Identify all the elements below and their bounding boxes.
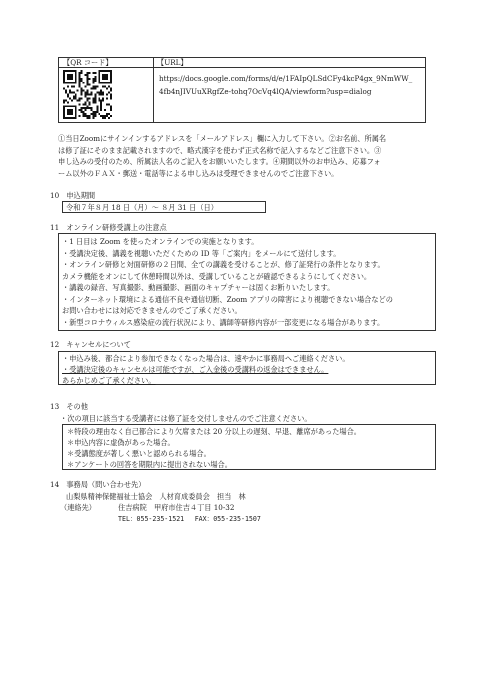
notes-line: ①当日Zoomにサインインするアドレスを「メールアドレス」欄に入力して下さい。②お名前、所属名 [58, 134, 387, 143]
list-item: あらかじめご了承ください。 [62, 376, 156, 385]
form-url-line[interactable]: 4fb4nJIVUuXRgfZe-tohq7OcVq4lQA/viewform?usp=dialog [159, 87, 372, 96]
notes-line: 申し込みの受付のため、所属法人名のご記入をお願いいたします。④期間以外のお申込み、応募フォ [58, 157, 381, 166]
list-item: ＊申込内容に虚偽があった場合。 [67, 438, 175, 447]
list-item: ・講義の録音、写真撮影、動画撮影、画面のキャプチャーは固くお断りいたします。 [62, 283, 335, 292]
other-intro: ・次の項目に該当する受講者には修了証を交付しませんのでご注意ください。 [60, 414, 312, 423]
list-item: ・インターネット環境による通信不良や通信切断、Zoom アプリの障害により視聴できない場合などの [62, 294, 393, 304]
list-item: ＊受講態度が著しく悪いと認められる場合。 [67, 449, 211, 458]
application-period-box [62, 201, 266, 213]
qr-code-image[interactable] [63, 70, 112, 119]
url-header: 【URL】 [157, 58, 188, 67]
form-url-line[interactable]: https://docs.google.com/forms/d/e/1FAIpQLSdCFy4kcP4gx_9NmWW_ [159, 74, 413, 83]
online-notes-box [58, 233, 436, 331]
qr-header: 【QR コード】 [63, 58, 113, 67]
tel-fax: TEL：055-235-1521 FAX：055-235-1507 [118, 515, 261, 523]
qr-url-table [58, 57, 426, 123]
certificate-conditions-list [67, 426, 361, 470]
organization-name: 山梨県精神保健福祉士協会 人材育成委員会 担当 林 [66, 492, 246, 501]
list-item: ・オンライン研修と対面研修の２日間、全ての講義を受けることが、修了証発行の条件となります。 [62, 260, 385, 269]
contact-label: （連絡先） [60, 503, 96, 512]
list-item: ・1 日目は Zoom を使ったオンラインでの実施となります。 [62, 237, 259, 246]
notes-line: ーム以外のＦＡＸ・郵送・電話等による申し込みは受理できませんのでご注意下さい。 [58, 168, 339, 178]
section-10-heading: 10 申込期間 [50, 191, 96, 200]
list-item: ・受講決定後、講義を視聴いただくための ID 等「ご案内」をメールにて送付します。 [62, 248, 341, 258]
table-divider [59, 67, 425, 68]
notes-paragraph [58, 133, 386, 179]
application-period: 令和７年８月 18 日（月）～ ８月 31 日（日） [66, 203, 218, 212]
section-14-heading: 14 事務局（問い合わせ先） [50, 480, 146, 489]
section-13-heading: 13 その他 [50, 402, 88, 411]
cancellation-box [58, 351, 436, 385]
section-11-heading: 11 オンライン研修受講上の注意点 [50, 223, 167, 232]
list-item: ・受講決定後のキャンセルは可能ですが、ご入金後の受講料の返金はできません。 [62, 365, 329, 374]
list-item: お問い合わせには対応できませんのでご了承ください。 [62, 306, 242, 315]
list-item: ＊アンケートの回答を期限内に提出されない場合。 [67, 460, 232, 469]
section-12-heading: 12 キャンセルについて [50, 340, 131, 349]
form-url[interactable] [159, 72, 412, 98]
cancellation-list [62, 353, 350, 386]
list-item: カメラ機能をオンにして休憩時間以外は、受講していることが確認できるようにしてください。 [62, 271, 372, 281]
online-notes-list [62, 236, 393, 328]
office-address: 住吉病院 甲府市住吉４丁目 10-32 [118, 503, 235, 512]
list-item: ・新型コロナウィルス感染症の流行状況により、講師等研修内容が一部変更になる場合があります。 [62, 317, 385, 327]
notes-line: は修了証にそのまま記載されますので、略式漢字を使わず正式名称で記入するなどご注意下さい。③ [58, 145, 382, 155]
certificate-conditions-box [62, 424, 436, 470]
list-item: ・申込み後、都合により参加できなくなった場合は、速やかに事務局へご連絡ください。 [62, 354, 350, 363]
list-item: ＊特段の理由なく自己都合により欠席または 20 分以上の遅刻、早退、離席があった場合。 [67, 427, 361, 436]
